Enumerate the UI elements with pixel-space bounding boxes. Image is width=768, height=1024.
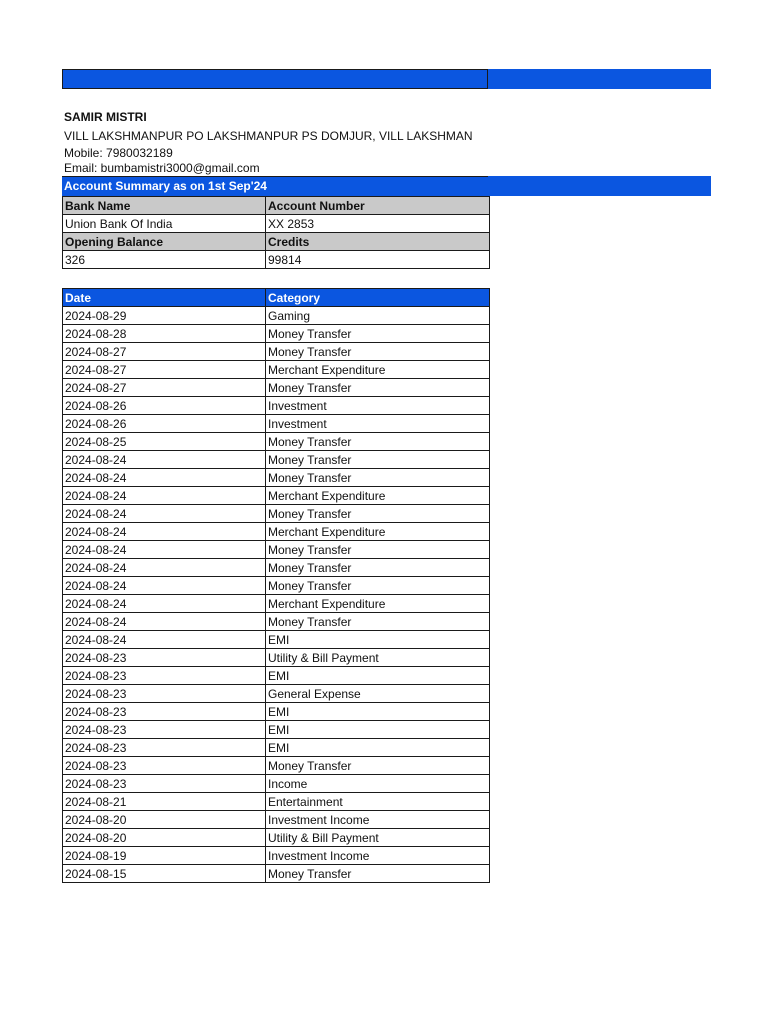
table-row (63, 559, 490, 577)
table-row (63, 523, 490, 541)
table-row (63, 847, 490, 865)
customer-profile (62, 108, 711, 176)
opening-balance-label: Opening Balance (63, 233, 266, 251)
transaction-category: Utility & Bill Payment (266, 649, 490, 667)
table-row (63, 757, 490, 775)
table-row (63, 865, 490, 883)
transaction-date: 2024-08-28 (63, 325, 266, 343)
transaction-category: Money Transfer (266, 757, 490, 775)
credits-label: Credits (266, 233, 490, 251)
transaction-category: Utility & Bill Payment (266, 829, 490, 847)
credits-value: 99814 (266, 251, 490, 269)
table-row (63, 775, 490, 793)
transaction-category: Money Transfer (266, 451, 490, 469)
customer-mobile: Mobile: 7980032189 (64, 146, 173, 160)
table-row (63, 649, 490, 667)
summary-value-row (63, 215, 490, 233)
transaction-date: 2024-08-24 (63, 487, 266, 505)
table-row (63, 433, 490, 451)
transaction-category: EMI (266, 739, 490, 757)
transaction-category: Money Transfer (266, 559, 490, 577)
transaction-category: EMI (266, 721, 490, 739)
transaction-category: Money Transfer (266, 541, 490, 559)
account-summary-title-extension (488, 176, 711, 196)
transaction-category: Income (266, 775, 490, 793)
customer-address: VILL LAKSHMANPUR PO LAKSHMANPUR PS DOMJUR, VILL LAKSHMAN (64, 129, 473, 143)
table-row (63, 343, 490, 361)
customer-email: Email: bumbamistri3000@gmail.com (64, 161, 260, 175)
opening-balance-value: 326 (63, 251, 266, 269)
transaction-date: 2024-08-29 (63, 307, 266, 325)
summary-label-row (63, 233, 490, 251)
transaction-date: 2024-08-23 (63, 721, 266, 739)
top-banner-extension (488, 69, 711, 89)
transaction-date: 2024-08-23 (63, 775, 266, 793)
transaction-date: 2024-08-27 (63, 379, 266, 397)
transaction-category: Merchant Expenditure (266, 361, 490, 379)
table-row (63, 505, 490, 523)
table-row (63, 361, 490, 379)
table-row (63, 721, 490, 739)
transaction-date: 2024-08-20 (63, 829, 266, 847)
transaction-category: EMI (266, 703, 490, 721)
transaction-category: Money Transfer (266, 433, 490, 451)
customer-name: SAMIR MISTRI (64, 110, 147, 124)
transaction-category: Investment (266, 415, 490, 433)
transaction-date: 2024-08-24 (63, 469, 266, 487)
transaction-category: Merchant Expenditure (266, 595, 490, 613)
transaction-date: 2024-08-24 (63, 559, 266, 577)
table-row (63, 793, 490, 811)
transaction-category: Money Transfer (266, 505, 490, 523)
table-row (63, 577, 490, 595)
transaction-date: 2024-08-24 (63, 451, 266, 469)
table-row (63, 631, 490, 649)
transaction-category: Merchant Expenditure (266, 487, 490, 505)
table-row (63, 325, 490, 343)
table-row (63, 667, 490, 685)
account-number-value: XX 2853 (266, 215, 490, 233)
table-row (63, 811, 490, 829)
transaction-category: Money Transfer (266, 613, 490, 631)
transaction-date: 2024-08-24 (63, 505, 266, 523)
table-row (63, 595, 490, 613)
summary-value-row (63, 251, 490, 269)
transaction-date: 2024-08-24 (63, 631, 266, 649)
transaction-date: 2024-08-19 (63, 847, 266, 865)
bank-name-value: Union Bank Of India (63, 215, 266, 233)
table-row (63, 451, 490, 469)
transaction-category: EMI (266, 667, 490, 685)
table-row (63, 613, 490, 631)
transaction-date: 2024-08-24 (63, 541, 266, 559)
transaction-date: 2024-08-26 (63, 415, 266, 433)
transaction-category: Merchant Expenditure (266, 523, 490, 541)
transactions-section (62, 288, 711, 883)
transaction-date: 2024-08-23 (63, 739, 266, 757)
statement-sheet (62, 69, 711, 883)
transaction-category: Investment Income (266, 811, 490, 829)
transaction-date: 2024-08-27 (63, 361, 266, 379)
transaction-category: Money Transfer (266, 577, 490, 595)
transaction-date: 2024-08-21 (63, 793, 266, 811)
transaction-category: General Expense (266, 685, 490, 703)
transaction-category: Investment (266, 397, 490, 415)
transaction-category: Money Transfer (266, 865, 490, 883)
account-summary-table (62, 196, 490, 269)
table-row (63, 307, 490, 325)
transaction-category: Entertainment (266, 793, 490, 811)
table-row (63, 685, 490, 703)
category-column-header: Category (266, 289, 490, 307)
transaction-category: Gaming (266, 307, 490, 325)
table-row (63, 397, 490, 415)
transaction-date: 2024-08-23 (63, 685, 266, 703)
transaction-date: 2024-08-26 (63, 397, 266, 415)
transaction-category: Investment Income (266, 847, 490, 865)
transaction-date: 2024-08-20 (63, 811, 266, 829)
table-row (63, 379, 490, 397)
transactions-body (63, 307, 490, 883)
transaction-category: EMI (266, 631, 490, 649)
top-banner-cell (62, 69, 488, 89)
account-number-label: Account Number (266, 197, 490, 215)
transaction-category: Money Transfer (266, 343, 490, 361)
transaction-category: Money Transfer (266, 379, 490, 397)
transaction-date: 2024-08-23 (63, 649, 266, 667)
table-row (63, 487, 490, 505)
account-summary-title: Account Summary as on 1st Sep'24 (62, 176, 488, 196)
transactions-table (62, 288, 490, 883)
top-banner (62, 69, 711, 89)
table-row (63, 703, 490, 721)
table-row (63, 415, 490, 433)
transaction-date: 2024-08-25 (63, 433, 266, 451)
transaction-date: 2024-08-24 (63, 613, 266, 631)
transaction-date: 2024-08-23 (63, 703, 266, 721)
transactions-header-row (63, 289, 490, 307)
table-row (63, 829, 490, 847)
summary-label-row (63, 197, 490, 215)
table-row (63, 739, 490, 757)
account-summary-title-row (62, 176, 711, 196)
transaction-date: 2024-08-15 (63, 865, 266, 883)
transaction-category: Money Transfer (266, 469, 490, 487)
transaction-date: 2024-08-23 (63, 757, 266, 775)
table-row (63, 541, 490, 559)
date-column-header: Date (63, 289, 266, 307)
account-summary (62, 176, 711, 269)
transaction-date: 2024-08-24 (63, 595, 266, 613)
transaction-date: 2024-08-24 (63, 523, 266, 541)
transaction-category: Money Transfer (266, 325, 490, 343)
transaction-date: 2024-08-27 (63, 343, 266, 361)
table-row (63, 469, 490, 487)
bank-name-label: Bank Name (63, 197, 266, 215)
transaction-date: 2024-08-23 (63, 667, 266, 685)
transaction-date: 2024-08-24 (63, 577, 266, 595)
